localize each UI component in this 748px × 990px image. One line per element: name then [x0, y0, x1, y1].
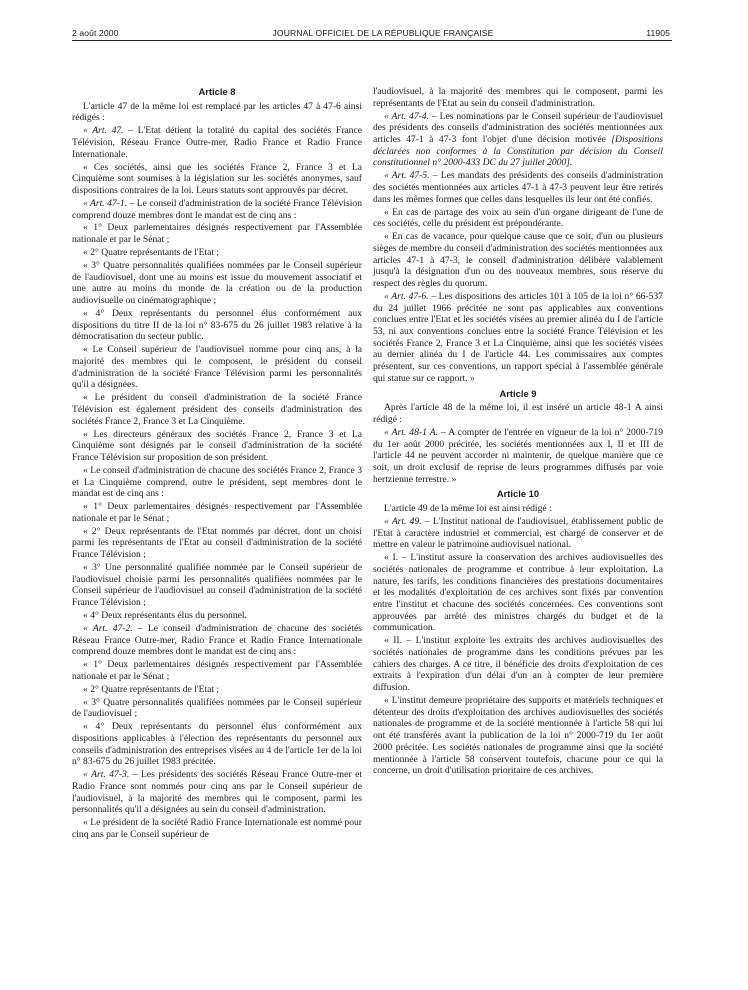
paragraph [72, 247, 362, 259]
paragraph [373, 402, 663, 425]
paragraph-text: « 1° Deux parlementaires désignés respectivement par l'Assemblée nationale et par le Sénat ; [72, 222, 362, 246]
header-rule [72, 40, 672, 41]
constitutional-note: [Dispositions déclarées non conformes à la Constitution par décision du Conseil constitutionnel n° 2000-433 DC du 27 juillet 2000]. [373, 134, 663, 169]
paragraph-text: « Le conseil d'administration de chacune des sociétés France 2, France 3 et La Cinquième comprend, outre le président, sept membres dont le mandat est de cinq ans : [72, 464, 362, 500]
paragraph-text: – Le conseil d'administration de chacune des sociétés Réseau France Outre-mer, Radio France et Radio France Internationale comprend douze membres dont le mandat est de cinq ans : [72, 622, 362, 658]
paragraph [72, 769, 362, 816]
header-date: 2 août 2000 [72, 28, 119, 38]
right-column [373, 86, 663, 778]
paragraph [72, 526, 362, 561]
paragraph [72, 465, 362, 500]
paragraph-text: « En cas de vacance, pour quelque cause que ce soit, d'un ou plusieurs sièges de membre du conseil d'administration des sociétés mentionnées aux articles 47-1 à 47-3, le conseil d'administration délibère valablement jusqu'à la désignation d'un ou des nouveaux membres, sous réserve du respect des règles du quorum. [373, 231, 663, 289]
article-reference: « Art. 47-5. [384, 170, 430, 182]
paragraph-text: « Le président du conseil d'administration de la société France Télévision est également président des conseils d'administration des sociétés France 2, France 3 et La Cinquième. [72, 392, 362, 427]
paragraph [373, 552, 663, 634]
paragraph [72, 562, 362, 609]
paragraph [373, 635, 663, 694]
paragraph [72, 308, 362, 343]
paragraph-text: « 2° Deux représentants de l'Etat nommés par décret, dont un choisi parmi les représentants de l'Etat au conseil d'administration de la société France Télévision ; [72, 525, 362, 561]
paragraph [72, 162, 362, 197]
paragraph-text: « En cas de partage des voix au sein d'un organe dirigeant de l'une de ces sociétés, celle du président est prépondérante. [373, 206, 663, 230]
paragraph-text: – Les présidents des sociétés Réseau France Outre-mer et Radio France sont nommés pour cinq ans par le Conseil supérieur de l'audiovisuel, à la majorité des membres qui le composent, parmi les personnalités qu'il a désignées au sein du conseil d'administration. [72, 769, 363, 816]
paragraph-text: « Le Conseil supérieur de l'audiovisuel nomme pour cinq ans, à la majorité des membres qui le composent, le président du conseil d'administration de la société France Télévision parmi les personnalités qu'il a désignées. [72, 344, 362, 391]
paragraph-text: – A compter de l'entrée en vigueur de la loi n° 2000-719 du 1er août 2000 précitée, les sociétés mentionnées aux I, II et III de l'article 44 ne peuvent accorder ni maintenir, de quelque manière que ce soit, un droit exclusif de reprise de leurs programmes diffusés par voie hertzienne terrestre. » [373, 426, 663, 485]
page-number: 11905 [646, 28, 670, 38]
paragraph-text: « 2° Quatre représentants de l'Etat ; [83, 683, 220, 695]
article-reference: « Art. 48-1 A. [384, 426, 438, 438]
paragraph-text: – Les dispositions des articles 101 à 105 de la loi n° 66-537 du 24 juillet 1966 précitée ne sont pas applicables aux conventions conclues entre l'Etat et les sociétés visées au premier alinéa du I de l'article 53, ni aux conventions conclues entre la société France Télévision et les sociétés France 2, France 3 et La Cinquième, ainsi que les sociétés visées au dernier alinéa du I de l'article 44. Les commissaires aux comptes présentent, sur ces conventions, un rapport spécial à l'assemblée générale qui statue sur ce rapport. » [373, 290, 664, 384]
paragraph-text: Après l'article 48 de la même loi, il est inséré un article 48-1 A ainsi rédigé : [373, 402, 663, 425]
paragraph [72, 684, 362, 696]
paragraph [373, 695, 663, 777]
paragraph-text: « 4° Deux représentants du personnel élus conformément aux dispositions du titre II de la loi n° 83-675 du 26 juillet 1983 relative à la démocratisation du secteur public. [72, 307, 362, 343]
paragraph [72, 610, 362, 622]
article-reference: « Art. 47-4. [384, 110, 430, 122]
paragraph [72, 198, 362, 221]
paragraph-text: « 1° Deux parlementaires désignés respectivement par l'Assemblée nationale et par le Sénat ; [72, 501, 362, 524]
paragraph [72, 222, 362, 245]
paragraph [373, 86, 663, 109]
paragraph [373, 207, 663, 230]
paragraph [373, 503, 663, 515]
paragraph-text: – L'Etat détient la totalité du capital des sociétés France Télévision, Réseau France Outre-mer, Radio France et Radio France Internationale. [72, 125, 362, 160]
paragraph-text: « L'institut demeure propriétaire des supports et matériels techniques et détenteur des droits d'exploitation des archives audiovisuelles des sociétés nationales de programme et de la société mentionnée à l'article 58 qui lui ont été transférés avant la publication de la loi n° 2000-719 du 1er août 2000 précitée. Les sociétés nationales de programme ainsi que la société mentionnée à l'article 58 conservent toutefois, chacune pour ce qui la concerne, un droit d'utilisation prioritaire de ces archives. [373, 695, 663, 777]
paragraph [72, 501, 362, 524]
paragraph-text: « 4° Deux représentants élus du personnel. [83, 610, 247, 622]
paragraph [373, 516, 663, 551]
paragraph [72, 429, 362, 464]
article-reference: « Art. 47. [83, 125, 124, 137]
paragraph [373, 231, 663, 290]
paragraph [373, 291, 663, 385]
paragraph [72, 659, 362, 682]
paragraph-text: « 2° Quatre représentants de l'Etat ; [83, 247, 220, 259]
paragraph-text: « 3° Une personnalité qualifiée nommée par le Conseil supérieur de l'audiovisuel choisie parmi les personnalités qualifiées nommées par le Conseil supérieur de l'audiovisuel au conseil d'administration de la société France Télévision ; [72, 562, 362, 609]
article-reference: « Art. 47-2. [83, 622, 133, 634]
paragraph-text: « 3° Quatre personnalités qualifiées nommées par le Conseil supérieur de l'audiovisuel, dont une au moins est issue du mouvement associatif et une autre au moins du monde de la création ou de la production audiovisuelle ou cinématographique ; [72, 259, 362, 307]
paragraph-text: « I. – L'institut assure la conservation des archives audiovisuelles des sociétés nationales de programme et contribue à leur exploitation. La nature, les tarifs, les conditions financières des prestations documentaires et les modalités d'exploitation de ces archives sont fixés par convention entre l'institut et chacune des sociétés concernées. Ces conventions sont approuvées par arrêté des ministres chargés du budget et de la communication. [373, 552, 663, 634]
article-reference: « Art. 47-1. [83, 197, 128, 209]
paragraph-text: « Les directeurs généraux des sociétés France 2, France 3 et La Cinquième sont désignés par le conseil d'administration de la société France Télévision sur proposition de son président. [72, 428, 362, 463]
paragraph [72, 817, 362, 840]
article-reference: « Art. 47-6. [384, 290, 429, 302]
paragraph-text: – Les nominations par le Conseil supérieur de l'audiovisuel des présidents des conseils d'administration des sociétés mentionnées aux articles 47-1 à 47-3 font l'objet d'une décision motivée [373, 110, 663, 145]
paragraph [373, 170, 663, 205]
paragraph [72, 344, 362, 391]
paragraph [72, 392, 362, 427]
paragraph-text: « Le président de la société Radio France Internationale est nommé pour cinq ans par le Conseil supérieur de [72, 817, 362, 841]
paragraph-text: – L'Institut national de l'audiovisuel, établissement public de l'Etat à caractère industriel et commercial, est chargé de conserver et de mettre en valeur le patrimoine audiovisuel national. [373, 515, 663, 551]
paragraph-text: « II. – L'institut exploite les extraits des archives audiovisuelles des sociétés nationales de programme dans les conditions prévues par les cahiers des charges. A ce titre, il bénéficie des droits d'exploitation de ces extraits à l'expiration d'un délai d'un an à compter de leur première diffusion. [373, 635, 663, 694]
paragraph-text: « Ces sociétés, ainsi que les sociétés France 2, France 3 et La Cinquième sont soumises à la législation sur les sociétés anonymes, sauf dispositions contraires de la loi. Leurs statuts sont approuvés par décret. [72, 161, 362, 196]
paragraph-text: L'article 49 de la même loi est ainsi rédigé : [384, 503, 552, 515]
article-heading: Article 10 [496, 488, 540, 500]
journal-title: JOURNAL OFFICIEL DE LA RÉPUBLIQUE FRANÇAISE [272, 28, 494, 38]
paragraph-text: « 3° Quatre personnalités qualifiées nommées par le Conseil supérieur de l'audiovisuel ; [72, 696, 362, 720]
paragraph [72, 623, 362, 658]
paragraph-text: – Le conseil d'administration de la société France Télévision comprend douze membres dont le mandat est de cinq ans : [72, 197, 363, 221]
paragraph-text: « 1° Deux parlementaires désignés respectivement par l'Assemblée nationale et par le Sénat ; [72, 659, 362, 682]
paragraph-text: – Les mandats des présidents des conseils d'administration des sociétés mentionnées aux articles 47-1 à 47-3 peuvent leur être retirés dans les mêmes formes que celles dans lesquelles ils leur ont été confiés. [373, 170, 664, 205]
left-column [72, 86, 362, 842]
paragraph-text: l'audiovisuel, à la majorité des membres qui le composent, parmi les représentants de l'Etat au sein du conseil d'administration. [373, 86, 663, 109]
paragraph [72, 697, 362, 720]
paragraph [373, 111, 663, 170]
article-heading: Article 9 [499, 387, 537, 399]
paragraph [72, 101, 362, 124]
paragraph [72, 721, 362, 768]
article-reference: « Art. 49. [384, 515, 422, 527]
paragraph [72, 125, 362, 160]
article-reference: « Art. 47-3. [83, 769, 130, 781]
paragraph [373, 427, 663, 486]
paragraph-text: « 4° Deux représentants du personnel élus conformément aux dispositions applicables à l'élection des représentants du personnel aux conseils d'administration des entreprises visées au 4 de l'article 1er de la loi n° 83-675 du 26 juillet 1983 précitée. [72, 721, 362, 768]
paragraph [72, 260, 362, 307]
paragraph-text: L'article 47 de la même loi est remplacé par les articles 47 à 47-6 ainsi rédigés : [72, 100, 362, 124]
article-heading: Article 8 [198, 86, 236, 97]
